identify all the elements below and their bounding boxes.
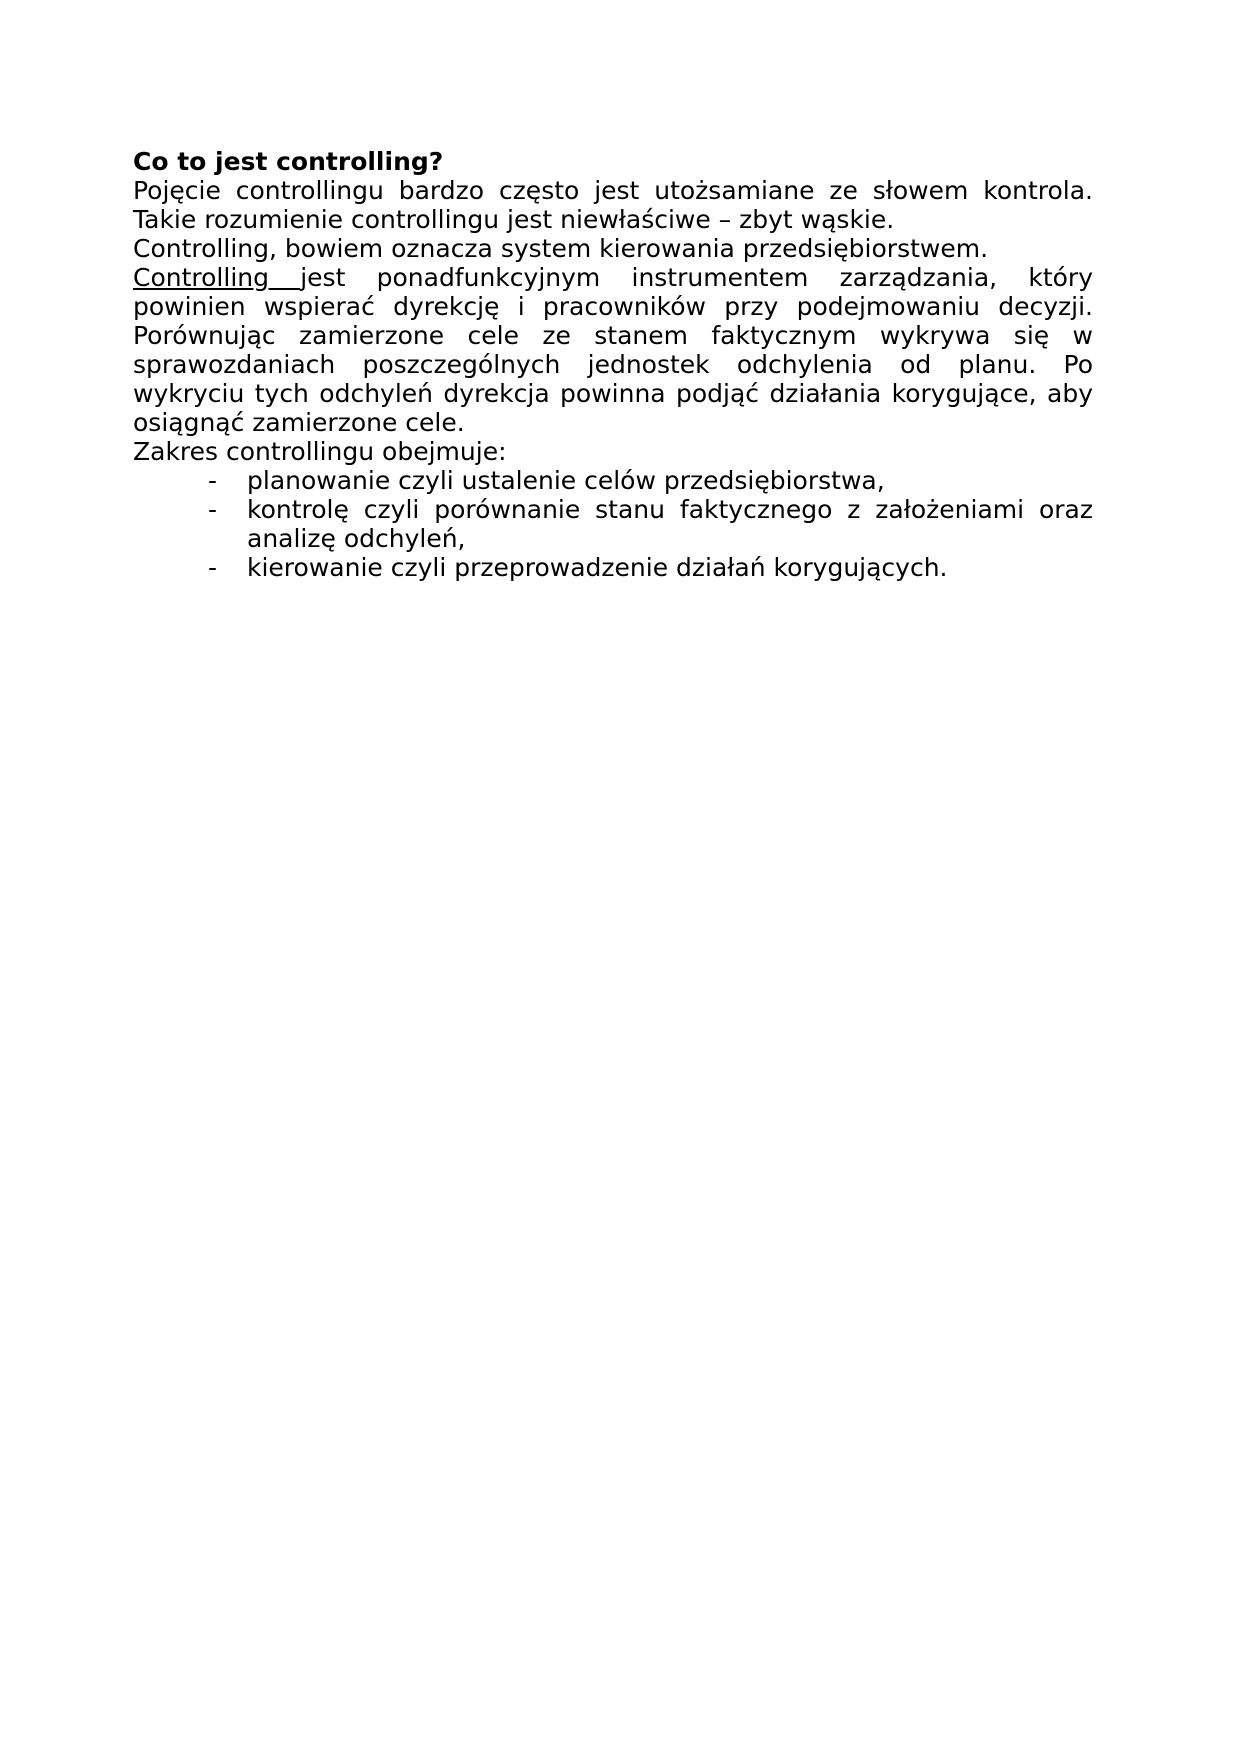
text-line [133, 379, 1093, 408]
text-line [133, 205, 1093, 234]
bullet-dash-icon: - [208, 495, 218, 524]
text-line [133, 321, 1093, 350]
line-text: Porównując zamierzone cele ze stanem faktycznym wykrywa się w [133, 321, 1093, 350]
line-text: Zakres controllingu obejmuje: [133, 437, 507, 466]
document-heading [133, 147, 1093, 176]
text-line [133, 263, 1093, 292]
line-text: analizę odchyleń, [247, 524, 466, 553]
line-text: Co to jest controlling? [133, 147, 444, 176]
line-text: planowanie czyli ustalenie celów przedsiębiorstwa, [247, 466, 885, 495]
bullet-dash-icon: - [208, 466, 218, 495]
line-text: sprawozdaniach poszczególnych jednostek odchylenia od planu. Po [133, 350, 1093, 379]
line-text: powinien wspierać dyrekcję i pracowników przy podejmowaniu decyzji. [133, 292, 1093, 321]
bullet-item [133, 553, 1093, 582]
underlined-text: Controlling [133, 263, 301, 292]
text-line [133, 234, 1093, 263]
text-line [133, 176, 1093, 205]
line-text: Controlling, bowiem oznacza system kierowania przedsiębiorstwem. [133, 234, 989, 263]
line-text: wykryciu tych odchyleń dyrekcja powinna podjąć działania korygujące, aby [133, 379, 1093, 408]
text-line [133, 437, 1093, 466]
text-block [133, 147, 1093, 582]
text-line [133, 292, 1093, 321]
bullet-dash-icon: - [208, 553, 218, 582]
text-line [133, 350, 1093, 379]
line-text: kierowanie czyli przeprowadzenie działań korygujących. [247, 553, 948, 582]
text-line [133, 408, 1093, 437]
bullet-item [133, 466, 1093, 495]
line-text: Pojęcie controllingu bardzo często jest utożsamiane ze słowem kontrola. [133, 176, 1093, 205]
line-text: osiągnąć zamierzone cele. [133, 408, 465, 437]
line-text: jest ponadfunkcyjnym instrumentem zarządzania, który [300, 263, 1094, 292]
line-text: Takie rozumienie controllingu jest niewłaściwe – zbyt wąskie. [133, 205, 895, 234]
bullet-item-continuation [133, 524, 1093, 553]
bullet-item [133, 495, 1093, 524]
line-text: kontrolę czyli porównanie stanu faktycznego z założeniami oraz [247, 495, 1093, 524]
